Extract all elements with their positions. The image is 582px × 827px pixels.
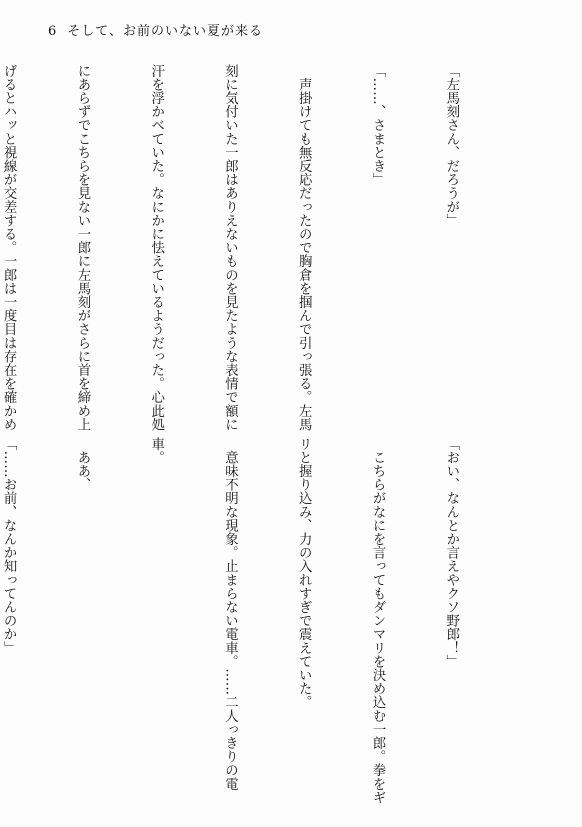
text-line: 声掛けても無反応だったので胸倉を掴んで引っ張る。左馬 <box>296 64 312 432</box>
text-line: 「左馬刻さん、だろうが」 <box>443 64 459 228</box>
text-line: 「おい、なんとか言えやクソ野郎！」 <box>443 437 459 669</box>
text-line: 「……、さまとき」 <box>370 64 386 187</box>
text-line: 刻に気付いた一郎はありえないものを見たような表情で額に <box>222 64 238 432</box>
text-line: 車。 <box>148 437 164 465</box>
text-line: 「……お前、なんか知ってんのか」 <box>1 437 17 655</box>
text-line: 意味不明な現象。止まらない電車。……二人っきりの電 <box>222 437 238 791</box>
text-line: ああ、 <box>74 437 90 492</box>
text-line: にあらずでこちらを見ない一郎に左馬刻がさらに首を締め上 <box>74 64 90 432</box>
text-line: こちらがなにを言ってもダンマリを決め込む一郎。拳をギ <box>370 437 386 805</box>
text-block-top <box>0 64 512 432</box>
page-number: 6 <box>48 24 58 39</box>
text-line: 汗を浮かべていた。なにかに怯えているようだった。心此処 <box>148 64 164 432</box>
text-line: リと握り込み、力の入れすぎで震えていた。 <box>296 437 312 709</box>
text-line: げるとハッと視線が交差する。一郎は一度目は存在を確かめ <box>1 64 17 432</box>
running-header <box>48 20 263 39</box>
text-block-bottom <box>0 437 512 805</box>
running-title: そして、お前のいない夏が来る <box>67 24 264 39</box>
